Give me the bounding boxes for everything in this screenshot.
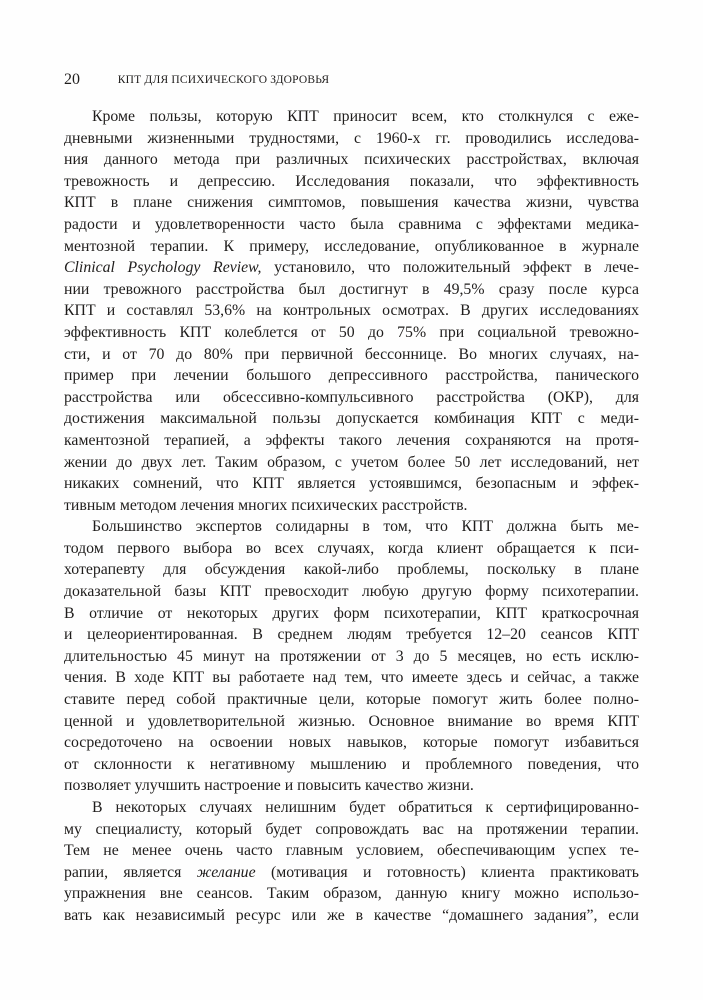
text-run: (мотивация и готовность) клиента практиковать [255, 863, 639, 881]
text-line [64, 862, 639, 884]
text-line [64, 689, 639, 711]
text-line [64, 538, 639, 560]
text-line [64, 775, 639, 797]
text-run: дневными жизненными трудностями, с 1960-х гг. проводились исследова- [64, 129, 639, 147]
text-line [64, 214, 639, 236]
text-line [64, 452, 639, 474]
text-run: установило, что положительный эффект в лече- [261, 259, 640, 277]
text-line [64, 840, 639, 862]
text-run: В некоторых случаях нелишним будет обратиться к сертифицированно- [92, 799, 639, 816]
text-line [64, 408, 639, 430]
text-line [64, 581, 639, 603]
text-line [64, 711, 639, 733]
text-line [64, 322, 639, 344]
italic-text: желание [196, 863, 256, 881]
text-run: сти, и от 70 до 80% при первичной бессоннице. Во многих случаях, на- [64, 345, 639, 363]
text-run: от склонности к негативному мышлению и проблемного поведения, что [64, 755, 639, 773]
text-line [64, 300, 639, 322]
text-run: жении до двух лет. Таким образом, с учетом более 50 лет исследований, нет [64, 453, 639, 471]
text-run: ценной и удовлетворительной жизнью. Основное внимание во время КПТ [64, 712, 639, 730]
text-run: никаких сомнений, что КПТ является устоявшимся, безопасным и эффек- [64, 475, 639, 493]
text-run: упражнения вне сеансов. Таким образом, данную книгу можно использо- [64, 885, 639, 903]
text-line [64, 128, 639, 150]
text-run: сосредоточено на освоении новых навыков, которые помогут избавиться [64, 734, 639, 752]
text-run: позволяет улучшить настроение и повысить качество жизни. [64, 777, 474, 795]
text-run: каментозной терапией, а эффекты такого лечения сохраняются на протя- [64, 431, 639, 449]
text-line [64, 236, 639, 258]
text-line [64, 495, 639, 517]
book-title: КПТ ДЛЯ ПСИХИЧЕСКОГО ЗДОРОВЬЯ [117, 74, 330, 86]
paragraph [64, 516, 639, 797]
text-run: и целеориентированная. В среднем людям требуется 12–20 сеансов КПТ [64, 626, 639, 644]
text-run: эффективность КПТ колеблется от 50 до 75% при социальной тревожно- [64, 323, 639, 341]
text-run: ния данного метода при различных психических расстройствах, включая [64, 151, 639, 169]
italic-text: Clinical Psychology Review, [64, 259, 262, 277]
running-header [64, 70, 644, 90]
body-text [64, 106, 639, 927]
text-run: тодом первого выбора во всех случаях, когда клиент обращается к пси- [64, 539, 639, 557]
text-line [64, 797, 639, 819]
text-line [64, 754, 639, 776]
text-run: Тем не менее очень часто главным условием, обеспечивающим успех те- [64, 842, 639, 860]
text-run: доказательной базы КПТ превосходит любую другую форму психотерапии. [64, 583, 639, 601]
text-line [64, 257, 639, 279]
text-run: ставите перед собой практичные цели, которые помогут жить более полно- [64, 691, 639, 709]
page-number: 20 [64, 71, 80, 88]
text-run: В отличие от некоторых других форм психотерапии, КПТ краткосрочная [64, 604, 639, 622]
text-run: ментозной терапии. К примеру, исследование, опубликованное в журнале [64, 237, 639, 255]
text-run: Кроме пользы, которую КПТ приносит всем, кто столкнулся с еже- [92, 108, 639, 125]
text-line [64, 149, 639, 171]
text-run: КПТ в плане снижения симптомов, повышения качества жизни, чувства [64, 194, 639, 212]
text-run: нии тревожного расстройства был достигнут в 49,5% сразу после курса [64, 280, 639, 298]
text-line [64, 603, 639, 625]
paragraph [64, 797, 639, 927]
text-line [64, 365, 639, 387]
text-run: пример при лечении большого депрессивного расстройства, панического [64, 367, 639, 385]
text-line [64, 387, 639, 409]
text-run: му специалисту, который будет сопровождать вас на протяжении терапии. [64, 820, 639, 838]
text-run: хотерапевту для обсуждения какой-либо проблемы, поскольку в плане [64, 561, 639, 579]
text-line [64, 646, 639, 668]
text-line [64, 667, 639, 689]
text-line [64, 905, 639, 927]
paragraph [64, 106, 639, 516]
text-run: расстройства или обсессивно-компульсивного расстройства (ОКР), для [64, 388, 639, 406]
text-run: рапии, является [64, 863, 197, 881]
text-line [64, 171, 639, 193]
text-run: тревожность и депрессию. Исследования показали, что эффективность [64, 172, 639, 190]
text-line [64, 819, 639, 841]
text-run: тивным методом лечения многих психических расстройств. [64, 496, 468, 514]
text-line [64, 279, 639, 301]
text-run: достижения максимальной пользы допускается комбинация КПТ с меди- [64, 410, 639, 428]
text-line [64, 624, 639, 646]
text-line [64, 430, 639, 452]
text-run: вать как независимый ресурс или же в качестве “домашнего задания”, если [64, 906, 639, 924]
text-run: радости и удовлетворенности часто была сравнима с эффектами медика- [64, 215, 639, 233]
text-line [64, 192, 639, 214]
text-line [64, 106, 639, 128]
text-line [64, 732, 639, 754]
text-run: длительностью 45 минут на протяжении от 3 до 5 месяцев, но есть исклю- [64, 647, 639, 665]
text-run: чения. В ходе КПТ вы работаете над тем, что имеете здесь и сейчас, а также [64, 669, 639, 687]
text-line [64, 883, 639, 905]
text-line [64, 473, 639, 495]
text-run: Большинство экспертов солидарны в том, что КПТ должна быть ме- [92, 518, 639, 536]
text-line [64, 344, 639, 366]
text-line [64, 559, 639, 581]
text-run: КПТ и составлял 53,6% на контрольных осмотрах. В других исследованиях [64, 302, 639, 320]
text-line [64, 516, 639, 538]
